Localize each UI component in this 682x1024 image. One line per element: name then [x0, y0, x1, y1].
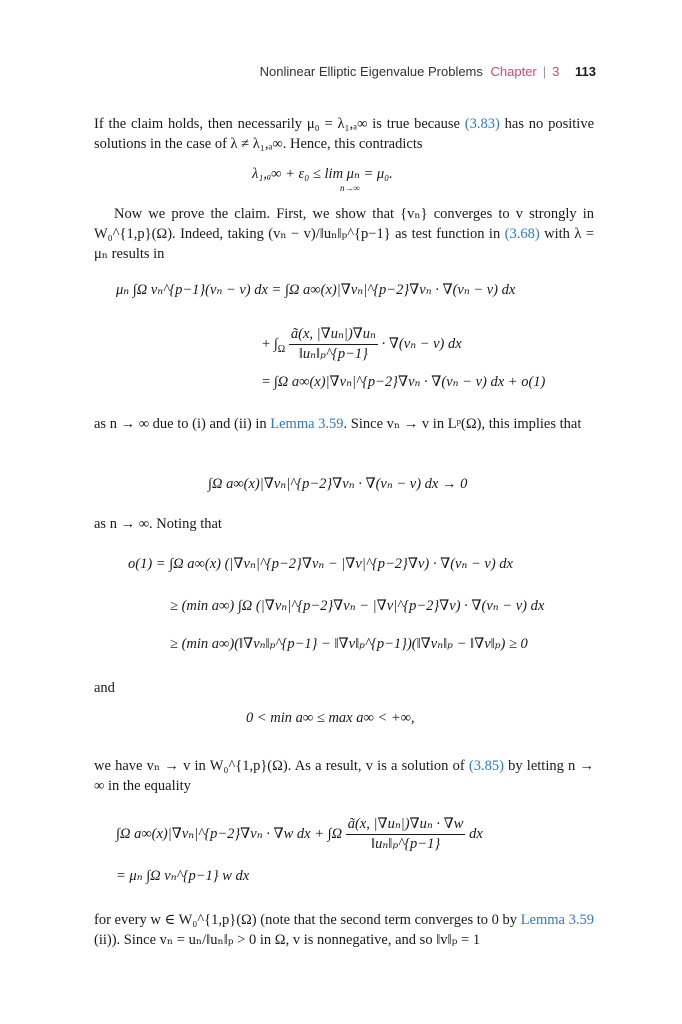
- equation-inequality-line-3: ≥ (min a∞)(‖∇vₙ‖ₚ^{p−1} − ‖∇v‖ₚ^{p−1})(‖∇vₙ‖ₚ − ‖∇v‖ₚ) ≥ 0: [170, 636, 528, 652]
- equation-link-3-68[interactable]: (3.68): [504, 226, 540, 242]
- equation-inequality-line-1: o(1) = ∫Ω a∞(x) (|∇vₙ|^{p−2}∇vₙ − |∇v|^{p−2}∇v) · ∇(vₙ − v) dx: [128, 556, 513, 572]
- running-header: Nonlinear Elliptic Eigenvalue Problems Chapter | 3 113: [259, 64, 596, 79]
- lemma-link-3-59-ii[interactable]: Lemma 3.59: [520, 912, 594, 928]
- paragraph-5: and: [94, 680, 115, 696]
- paragraph-6: we have vₙ → v in W₀^{1,p}(Ω). As a result, v is a solution of (3.85) by letting n → ∞ in the equality: [94, 758, 594, 794]
- header-title: Nonlinear Elliptic Eigenvalue Problems: [259, 64, 483, 79]
- equation-test-function-line-3: = ∫Ω a∞(x)|∇vₙ|^{p−2}∇vₙ · ∇(vₙ − v) dx + o(1): [262, 374, 546, 390]
- equation-convergence: ∫Ω a∞(x)|∇vₙ|^{p−2}∇vₙ · ∇(vₙ − v) dx → 0: [208, 476, 468, 492]
- paragraph-2: Now we prove the claim. First, we show that {vₙ} converges to v strongly in W₀^{1,p}(Ω). Indeed, taking (vₙ − v)/‖uₙ‖ₚ^{p−1} as test function in (3.68) with λ = μₙ results in: [94, 206, 594, 262]
- header-chapter-number: 3: [552, 64, 560, 79]
- paragraph-4: as n → ∞. Noting that: [94, 516, 222, 532]
- equation-test-function-line-1: μₙ ∫Ω vₙ^{p−1}(vₙ − v) dx = ∫Ω a∞(x)|∇vₙ|^{p−2}∇vₙ · ∇(vₙ − v) dx: [116, 282, 516, 298]
- header-chapter-label: Chapter: [490, 64, 537, 79]
- paragraph-7: for every w ∈ W₀^{1,p}(Ω) (note that the second term converges to 0 by Lemma 3.59 (ii)). Since vₙ = uₙ/‖uₙ‖ₚ > 0 in Ω, v is nonnegative, and so ‖v‖ₚ = 1: [94, 912, 594, 948]
- equation-bounds: 0 < min a∞ ≤ max a∞ < +∞,: [246, 710, 415, 726]
- equation-link-3-83[interactable]: (3.83): [464, 116, 500, 132]
- equation-equality-line-2: = μₙ ∫Ω vₙ^{p−1} w dx: [116, 868, 250, 884]
- lemma-link-3-59[interactable]: Lemma 3.59: [270, 416, 344, 432]
- equation-equality-line-1: ∫Ω a∞(x)|∇vₙ|^{p−2}∇vₙ · ∇w dx + ∫Ω $\frac{\text{ã(x, |∇uₙ|)∇uₙ · ∇w}}{\text{‖uₙ‖ₚ\textasciicircum{}\{p−1\}}}$ dx: [116, 816, 483, 852]
- equation-test-function-line-2: + $\int_\Omega$ $\frac{\text{ã(x, |∇uₙ|)∇uₙ}}{\text{‖uₙ‖ₚ\textasciicircum{}\{p−1\}}}$ · ∇(vₙ − v) dx: [262, 326, 462, 362]
- paragraph-1: If the claim holds, then necessarily μ₀ = λ₁,ₐ∞ is true because (3.83) has no positive solutions in the case of λ ≠ λ₁,ₐ∞. Hence, this contradicts: [94, 116, 595, 152]
- page-number: 113: [575, 64, 596, 79]
- equation-link-3-85[interactable]: (3.85): [468, 758, 504, 774]
- equation-limit: λ₁,ₐ∞ + ε₀ ≤ lim μₙ = μ₀. n→∞: [252, 166, 393, 193]
- paragraph-3: as n → ∞ due to (i) and (ii) in Lemma 3.59. Since vₙ → v in Lᵖ(Ω), this implies that: [94, 416, 582, 432]
- equation-inequality-line-2: ≥ (min a∞) ∫Ω (|∇vₙ|^{p−2}∇vₙ − |∇v|^{p−2}∇v) · ∇(vₙ − v) dx: [170, 598, 545, 614]
